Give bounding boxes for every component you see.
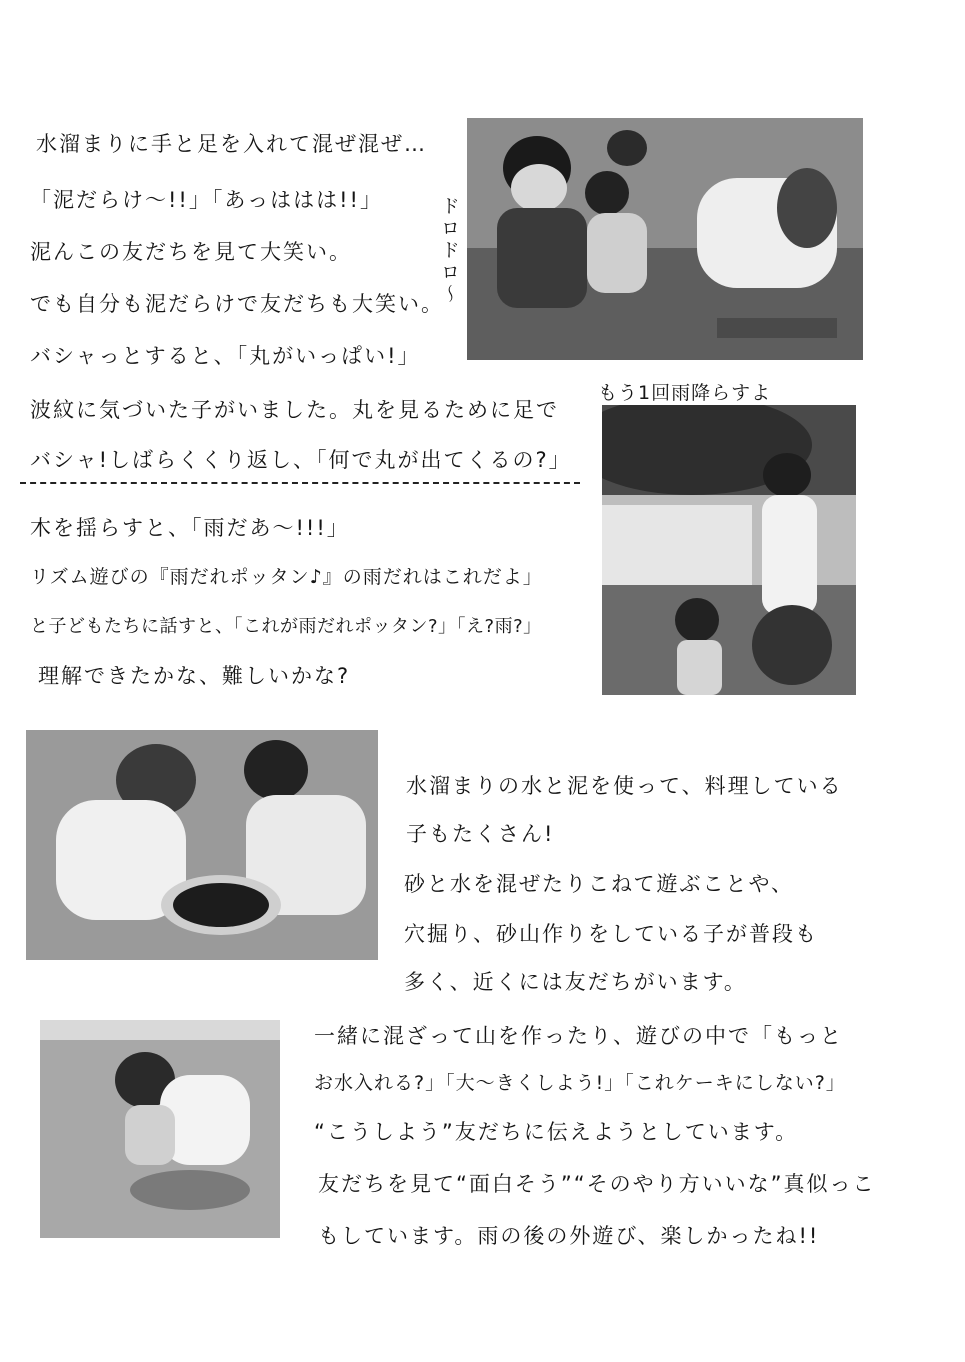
section1-line-6: 波紋に気づいた子がいました。丸を見るために足で [30, 398, 559, 422]
section4-line-4: 友だちを見て“面白そう”“そのやり方いいな”真似っこ [318, 1172, 876, 1196]
photo-mud-cooking [26, 730, 378, 960]
photo-mud-puddle [467, 118, 863, 360]
photo-sand-digging-art [40, 1020, 280, 1238]
section3-line-3: 砂と水を混ぜたりこねて遊ぶことや、 [404, 872, 795, 896]
section1-line-3: 泥んこの友だちを見て大笑い。 [30, 240, 352, 264]
section2-line-2: リズム遊びの『雨だれポッタン♪』の雨だれはこれだよ」 [30, 566, 543, 588]
photo-shaking-tree [602, 405, 856, 695]
section2-line-3: と子どもたちに話すと、「これが雨だれポッタン?」「え?雨?」 [30, 616, 542, 637]
section-divider [20, 482, 580, 484]
section3-line-5: 多く、近くには友だちがいます。 [404, 970, 747, 994]
section1-line-4: でも自分も泥だらけで友だちも大笑い。 [30, 292, 444, 316]
section1-line-2: 「泥だらけ～!!」「あっははは!!」 [30, 188, 383, 212]
photo1-caption-text: ドロドロ～ [438, 196, 460, 306]
section3-line-1: 水溜まりの水と泥を使って、料理している [406, 774, 843, 798]
section4-line-3: “こうしよう”友だちに伝えようとしています。 [314, 1120, 799, 1144]
photo-shaking-tree-art [602, 405, 856, 695]
section3-line-2: 子もたくさん! [406, 822, 555, 846]
section4-line-2: お水入れる?」「大～きくしよう!」「これケーキにしない?」 [314, 1072, 846, 1094]
section4-line-5: もしています。雨の後の外遊び、楽しかったね!! [318, 1224, 820, 1248]
section1-line-7: バシャ!しばらくくり返し、「何で丸が出てくるの?」 [30, 448, 572, 472]
photo-sand-digging [40, 1020, 280, 1238]
section3-line-4: 穴掘り、砂山作りをしている子が普段も [404, 922, 818, 946]
section1-line-1: 水溜まりに手と足を入れて混ぜ混ぜ… [36, 132, 427, 156]
section4-line-1: 一緒に混ざって山を作ったり、遊びの中で「もっと [314, 1024, 843, 1048]
photo-mud-puddle-art [467, 118, 863, 360]
photo2-caption-text: もう1回雨降らすよ [598, 382, 772, 404]
section2-line-4: 理解できたかな、難しいかな? [38, 664, 351, 688]
photo-mud-cooking-art [26, 730, 378, 960]
section1-line-5: バシャっとすると、「丸がいっぱい!」 [30, 344, 421, 368]
photo2-caption [598, 378, 771, 405]
section2-line-1: 木を揺らすと、「雨だあ～!!!」 [30, 516, 350, 540]
photo1-caption [436, 196, 463, 306]
